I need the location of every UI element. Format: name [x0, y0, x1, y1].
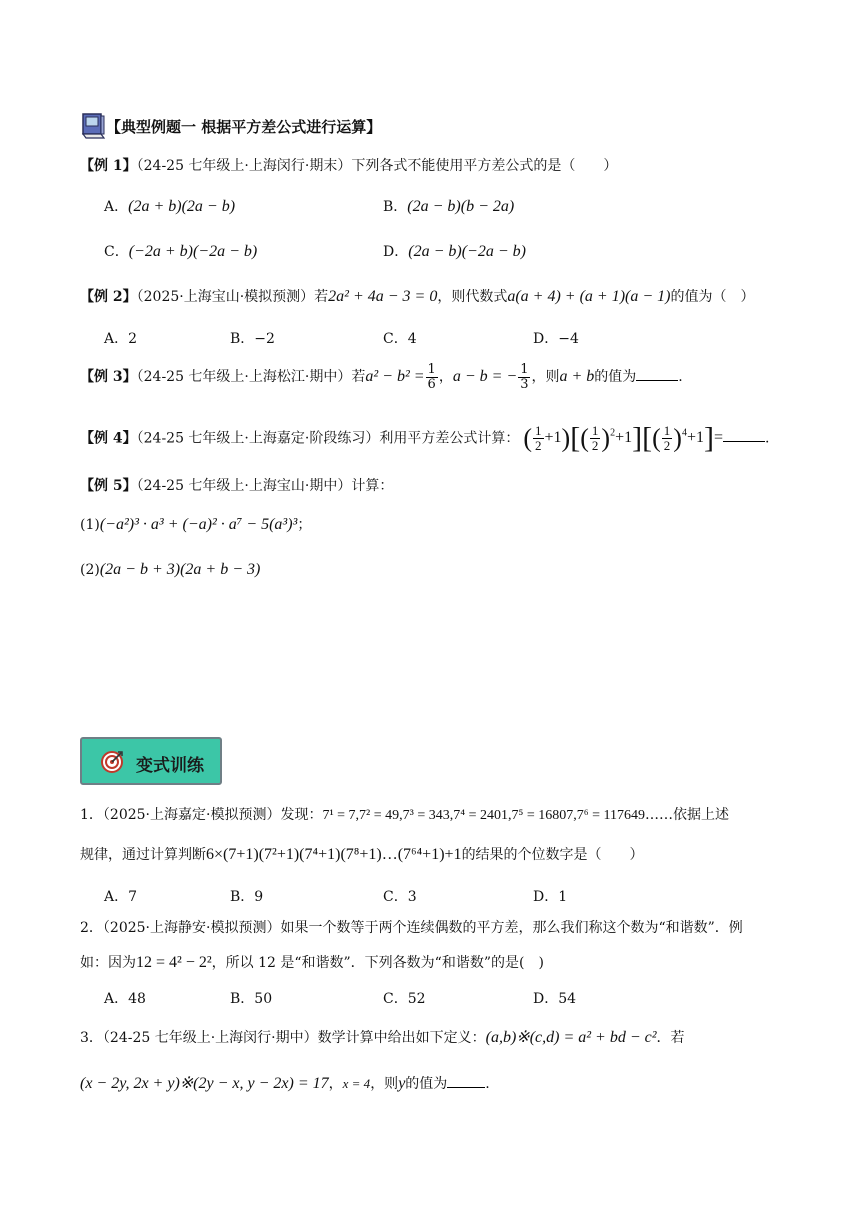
option-expr: (2a + b)(2a − b): [128, 198, 236, 215]
option-value: 2: [128, 331, 138, 347]
question-text: 如：因为: [80, 955, 136, 971]
example-source: （24-25 七年级上·上海松江·期中）: [136, 369, 352, 385]
option-c: [383, 328, 417, 348]
question-text: ……依据上述: [645, 807, 730, 823]
option-letter: A．: [104, 199, 129, 215]
question-source: （24-25 七年级上·上海闵行·期中）: [102, 1030, 318, 1046]
question-text: 利用平方差公式计算：: [379, 430, 520, 447]
option-expr: (−2a + b)(−2a − b): [128, 243, 258, 260]
option-value: 3: [407, 889, 417, 905]
example-3-stem: 【例 3】（24-25 七年级上·上海松江·期中）若a² − b² = $\frac{1}{6}$ ，a − b = − $\frac{1}{3}$ ，则a + b的值为 .: [80, 361, 683, 392]
example-label: 【例 1】: [80, 158, 137, 174]
math-expr: (−a²)³ · a³ + (−a)² · a⁷ − 5(a³)³: [99, 516, 298, 533]
numerator: 1: [535, 423, 542, 439]
example-source: （24-25 七年级上·上海宝山·期中）: [136, 478, 352, 494]
option-d: [533, 328, 579, 348]
example-1-stem: [80, 156, 617, 176]
math-expr: a² − b² =: [365, 368, 425, 385]
option-value: 48: [128, 991, 146, 1007]
option-d: [533, 988, 576, 1008]
option-b: [383, 196, 514, 216]
part-tail: ；: [297, 517, 312, 533]
example-4-stem: 【例 4】（24-25 七年级上·上海嘉定·阶段练习）利用平方差公式计算： ( $\frac{1}{2}$ +1)[( $\frac{1}{2}$ )$^2$+1][( $\frac{1}{2}$ )$^4$+1]= .: [80, 421, 770, 455]
question-text: 数学计算中给出如下定义：: [317, 1030, 486, 1046]
example-5-part-1: [80, 515, 311, 535]
numerator: 1: [591, 423, 599, 439]
question-text: 的结果的个位数字是（ ）: [461, 847, 644, 863]
part-number: (2): [80, 562, 100, 578]
practice-2-line-1: [80, 918, 743, 938]
expression: ( $\frac{1}{2}$ +1)[( $\frac{1}{2}$ )$^2$+1][( $\frac{1}{2}$ )$^4$+1]=: [523, 421, 723, 455]
math-expr: y: [398, 1075, 406, 1092]
question-number: 1．: [80, 807, 103, 823]
option-expr: (2a − b)(b − 2a): [407, 198, 515, 215]
question-text: 发现：: [280, 807, 323, 823]
fraction: [533, 424, 544, 453]
option-c: [383, 886, 417, 906]
question-text: ，: [328, 1076, 343, 1092]
practice-3-line-2: (x − 2y, 2x + y)※(2y − x, y − 2x) = 17，x = 4，则y的值为 .: [80, 1075, 490, 1092]
option-a: [104, 988, 146, 1008]
math-expr: (x − 2y, 2x + y)※(2y − x, y − 2x) = 17: [80, 1075, 329, 1092]
math-expr: x = 4: [342, 1076, 371, 1091]
option-value: 50: [254, 991, 273, 1007]
option-b: [230, 886, 263, 906]
math-expr: (2a − b + 3)(2a + b − 3): [99, 561, 261, 578]
question-text: ，则: [370, 1076, 399, 1092]
question-text: 规律，通过计算判断: [80, 847, 206, 863]
example-source: （24-25 七年级上·上海闵行·期末）: [136, 158, 352, 174]
fraction: [518, 363, 530, 392]
denominator: 2: [591, 438, 599, 454]
example-5-part-2: [80, 560, 260, 580]
practice-3-line-1: [80, 1028, 685, 1048]
example-source: （2025·上海宝山·模拟预测）: [136, 289, 315, 305]
denominator: 2: [535, 438, 542, 454]
option-letter: D．: [533, 331, 559, 347]
option-letter: A．: [104, 889, 129, 905]
fraction: [590, 424, 601, 453]
fraction: [426, 363, 438, 392]
question-text: 如果一个数等于两个连续偶数的平方差，那么我们称这个数为“和谐数”．例: [280, 920, 743, 936]
math-expr: 2a² + 4a − 3 = 0: [328, 288, 438, 305]
option-value: 4: [407, 331, 417, 347]
option-a: [104, 328, 137, 348]
question-number: 2．: [80, 920, 103, 936]
example-label: 【例 5】: [80, 478, 137, 494]
math-expr: a(a + 4) + (a + 1)(a − 1): [507, 288, 671, 305]
option-letter: D．: [383, 244, 409, 260]
math-expr: a − b = −: [452, 368, 518, 385]
denominator: 3: [520, 376, 529, 392]
option-b: [230, 988, 272, 1008]
question-number: 3．: [80, 1030, 103, 1046]
denominator: 6: [427, 376, 436, 392]
math-expr: (a,b)※(c,d) = a² + bd − c²: [485, 1029, 657, 1046]
question-source: （2025·上海静安·模拟预测）: [102, 920, 281, 936]
target-icon: [100, 750, 124, 774]
option-letter: D．: [533, 991, 559, 1007]
example-label: 【例 2】: [80, 289, 137, 305]
question-text: 的值为: [405, 1076, 448, 1092]
practice-1-line-2: [80, 845, 644, 865]
option-letter: C．: [104, 244, 129, 260]
practice-2-line-2: [80, 953, 544, 973]
question-text: ，所以 12 是“和谐数”．下列各数为“和谐数”的是( ): [211, 955, 544, 971]
option-value: 7: [128, 889, 138, 905]
option-b: [230, 328, 275, 348]
fraction: [662, 424, 673, 453]
option-letter: B．: [230, 331, 255, 347]
option-letter: B．: [230, 889, 255, 905]
option-letter: B．: [230, 991, 255, 1007]
question-text: ．若: [656, 1030, 685, 1046]
numerator: 1: [427, 361, 436, 377]
option-value: 52: [407, 991, 426, 1007]
option-value: −2: [254, 331, 275, 347]
math-expr: 6×(7+1)(7²+1)(7⁴+1)(7⁸+1)…(7⁶⁴+1)+1: [206, 846, 462, 863]
question-text: 若: [351, 369, 366, 385]
option-d: [533, 886, 567, 906]
option-letter: C．: [383, 991, 408, 1007]
question-text: 的值为（ ）: [670, 289, 755, 305]
option-c: [383, 988, 426, 1008]
question-text: 的值为: [594, 369, 637, 385]
math-expr: 7¹ = 7,7² = 49,7³ = 343,7⁴ = 2401,7⁵ = 16807,7⁶ = 117649: [322, 808, 646, 823]
question-text: ，则: [531, 369, 560, 385]
numerator: 1: [663, 423, 671, 439]
question-source: （2025·上海嘉定·模拟预测）: [102, 807, 281, 823]
option-letter: B．: [383, 199, 408, 215]
option-letter: A．: [104, 991, 129, 1007]
example-2-stem: [80, 287, 755, 307]
question-text: ，则代数式: [437, 289, 508, 305]
option-letter: A．: [104, 331, 129, 347]
option-a: [104, 886, 137, 906]
option-letter: C．: [383, 331, 408, 347]
example-label: 【例 3】: [80, 369, 137, 385]
option-letter: D．: [533, 889, 559, 905]
practice-1-line-1: [80, 805, 729, 826]
example-question: 下列各式不能使用平方差公式的是（ ）: [351, 158, 618, 174]
section-heading: 【典型例题一 根据平方差公式进行运算】: [106, 118, 382, 136]
option-a: [104, 196, 235, 216]
option-expr: (2a − b)(−2a − b): [408, 243, 526, 260]
example-5-stem: [80, 476, 393, 496]
option-value: 1: [558, 889, 568, 905]
option-value: 9: [254, 889, 264, 905]
question-text: ，: [438, 369, 453, 385]
question-text: 计算：: [351, 478, 394, 494]
numerator: 1: [520, 361, 529, 377]
answer-blank[interactable]: [447, 1073, 485, 1088]
option-value: −4: [558, 331, 579, 347]
option-c: [104, 241, 257, 261]
example-label: 【例 4】: [80, 430, 137, 447]
option-letter: C．: [383, 889, 408, 905]
math-expr: 12 = 4² − 2²: [136, 954, 212, 971]
answer-blank[interactable]: [723, 427, 765, 442]
practice-banner: [80, 737, 222, 785]
answer-blank[interactable]: [636, 366, 678, 381]
book-icon: [80, 112, 106, 140]
denominator: 2: [663, 438, 671, 454]
option-d: [383, 241, 526, 261]
part-number: (1): [80, 517, 100, 533]
math-expr: a + b: [559, 368, 595, 385]
banner-label: 变式训练: [136, 756, 204, 776]
question-text: 若: [314, 289, 329, 305]
example-source: （24-25 七年级上·上海嘉定·阶段练习）: [136, 430, 380, 447]
option-value: 54: [558, 991, 577, 1007]
